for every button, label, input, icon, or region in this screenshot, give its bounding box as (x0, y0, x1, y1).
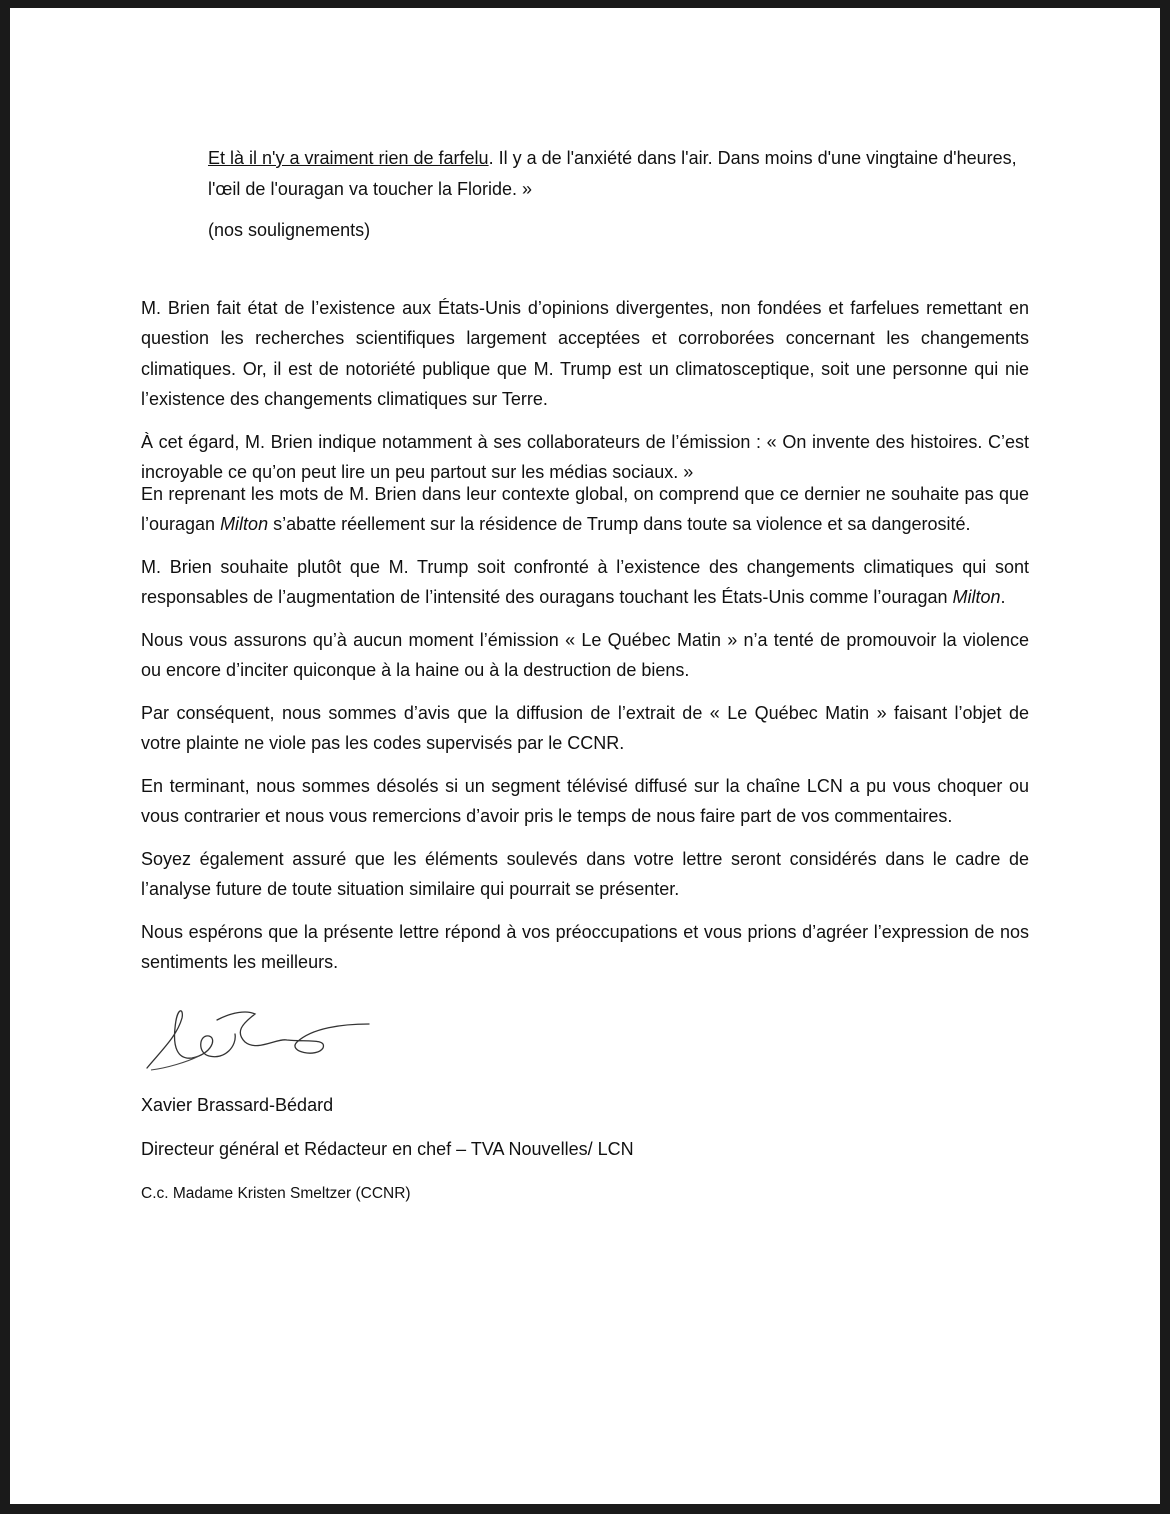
paragraph-3-text-a: En reprenant les mots de M. Brien dans leur contexte global, on comprend que ce dernier ne souhaite pas que l’ouragan (141, 483, 1029, 534)
paragraph-6: Par conséquent, nous sommes d’avis que la diffusion de l’extrait de « Le Québec Matin » faisant l’objet de votre plainte ne viole pas les codes supervisés par le CCNR. (141, 702, 1029, 753)
quote-note: (nos soulignements) (208, 220, 371, 240)
paragraph-4-text-b: . (1000, 587, 1006, 607)
letter-body (141, 143, 1029, 1209)
document-page (10, 8, 1160, 1504)
paragraph-8: Soyez également assuré que les éléments soulevés dans votre lettre seront considérés dans le cadre de l’analyse future de toute situation similaire qui pourrait se présenter. (141, 848, 1029, 899)
paragraph-4-italic: Milton (952, 587, 1001, 607)
quote-text (208, 143, 1029, 204)
quote-rest-text: . Il y a de l'anxiété dans l'air. Dans moins d'une vingtaine d'heures, l'œil de l'ouragan va toucher la Floride. » (208, 148, 1017, 199)
paragraph-2: À cet égard, M. Brien indique notamment à ses collaborateurs de l’émission : « On invente des histoires. C’est incroyable ce qu’on peut lire un peu partout sur les médias sociaux. » (141, 431, 1029, 482)
paragraph-3-text-b: s’abatte réellement sur la résidence de Trump dans toute sa violence et sa dangerosité. (268, 514, 971, 534)
quote-underlined-text: Et là il n'y a vraiment rien de farfelu (208, 148, 489, 168)
paragraph-9: Nous espérons que la présente lettre répond à vos préoccupations et vous prions d’agréer l’expression de nos sentiments les meilleurs. (141, 921, 1029, 972)
paragraph-2-clipped (141, 427, 1029, 482)
paragraph-1: M. Brien fait état de l’existence aux États-Unis d’opinions divergentes, non fondées et farfelues remettant en question les recherches scientifiques largement acceptées et corroborées concernant les changements climatiques. Or, il est de notoriété publique que M. Trump est un climatosceptique, soit une personne qui nie l’existence des changements climatiques sur Terre. (141, 297, 1029, 409)
paragraph-4 (141, 552, 1029, 613)
carbon-copy-line: C.c. Madame Kristen Smeltzer (CCNR) (141, 1184, 411, 1202)
handwritten-signature (141, 996, 1029, 1084)
paragraph-3 (141, 479, 1029, 540)
paragraph-5: Nous vous assurons qu’à aucun moment l’émission « Le Québec Matin » n’a tenté de promouvoir la violence ou encore d’inciter quiconque à la haine ou à la destruction de biens. (141, 629, 1029, 680)
signatory-title: Directeur général et Rédacteur en chef – TVA Nouvelles/ LCN (141, 1139, 634, 1159)
paragraph-3-italic: Milton (220, 514, 269, 534)
signature-image (137, 998, 377, 1078)
signatory-name: Xavier Brassard-Bédard (141, 1094, 334, 1115)
quoted-excerpt (208, 143, 1029, 246)
paragraph-4-text-a: M. Brien souhaite plutôt que M. Trump soit confronté à l’existence des changements climatiques qui sont responsables de l’augmentation de l’intensité des ouragans touchant les États-Unis comme l’ouragan (141, 556, 1029, 607)
paragraph-7: En terminant, nous sommes désolés si un segment télévisé diffusé sur la chaîne LCN a pu vous choquer ou vous contrarier et nous vous remercions d’avoir pris le temps de nous faire part de vos commentaires. (141, 775, 1029, 826)
